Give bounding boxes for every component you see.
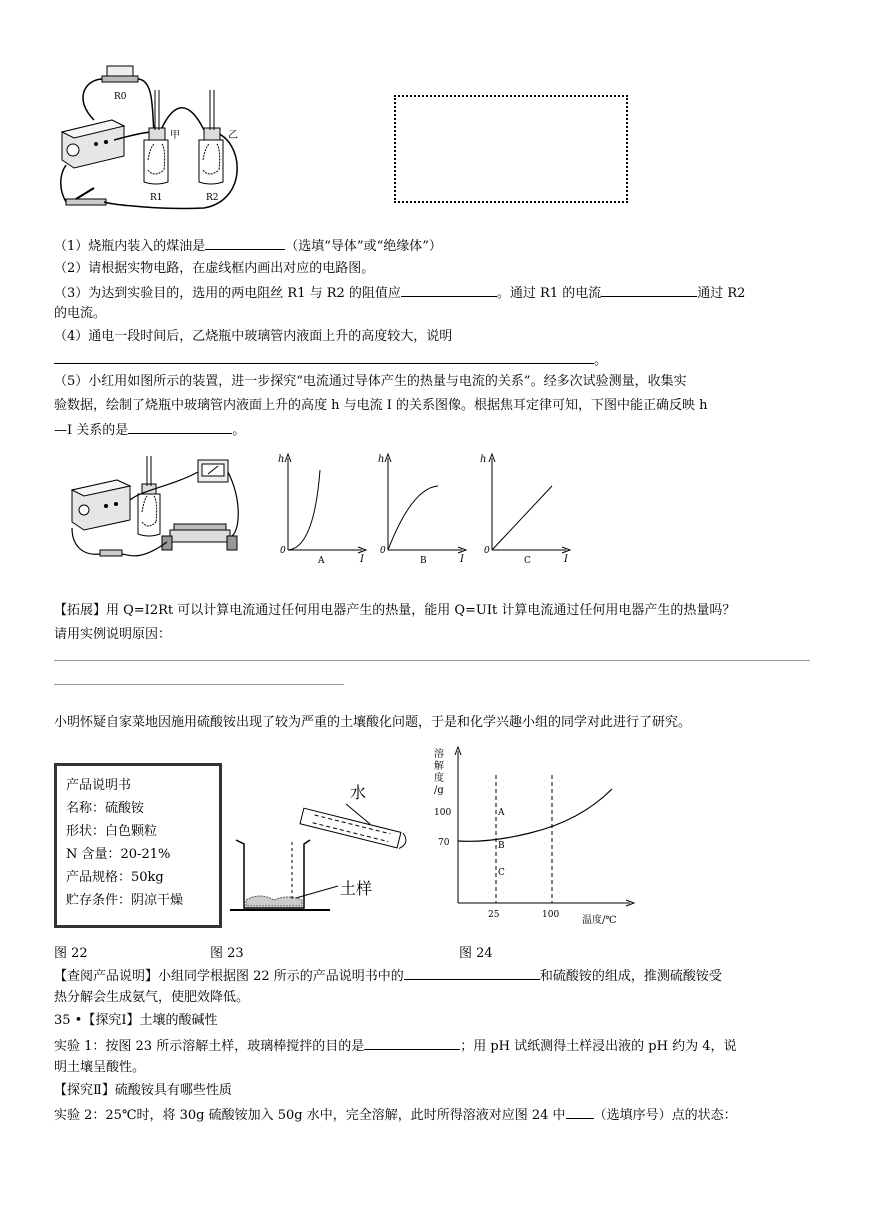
q5-answer-blank[interactable] — [128, 420, 232, 434]
card-spec: 产品规格：50kg — [66, 870, 164, 885]
graph-a-name: A — [318, 556, 325, 566]
card-storage: 贮存条件：阴凉干燥 — [66, 893, 184, 908]
r0-label: R0 — [114, 92, 127, 102]
water-label: 水 — [350, 783, 367, 802]
product-instruction-card — [54, 763, 222, 928]
extension-line2: 请用实例说明原因： — [54, 627, 172, 642]
question-1: （1）烧瓶内装入的煤油是 （选填“导体”或“绝缘体”） — [54, 236, 442, 256]
graph-a-y-label: h — [278, 454, 285, 465]
question-3-cont: 的电流。 — [54, 306, 107, 321]
q1-answer-blank[interactable] — [205, 236, 285, 250]
graph-a-x-label: I — [360, 554, 364, 565]
consult-line1: 【查阅产品说明】小组同学根据图 22 所示的产品说明书中的 和硫酸铵的组成，推测硫酸铵受 — [54, 966, 722, 986]
graph-a — [270, 450, 375, 566]
question-4-answer: 。 — [54, 350, 607, 370]
experiment-1-cont: 明土壤呈酸性。 — [54, 1060, 146, 1075]
caption-fig22: 图 22 — [54, 946, 88, 961]
caption-fig24: 图 24 — [459, 946, 493, 961]
graph-c-name: C — [524, 556, 531, 566]
question-3: （3）为达到实验目的，选用的两电阻丝 R1 与 R2 的阻值应 。通过 R1 的电流 通过 R2 — [54, 283, 745, 303]
y-label-char-4: /g — [434, 785, 444, 796]
explore-2: 【探究Ⅱ】硫酸铵具有哪些性质 — [54, 1083, 232, 1098]
dissolve-soil-figure — [230, 770, 420, 920]
y-tick-100: 100 — [434, 808, 452, 818]
r1-label: R1 — [150, 193, 163, 203]
y-label-char-1: 溶 — [434, 749, 444, 760]
extension-line1: 【拓展】用 Q=I2Rt 可以计算电流通过任何用电器产生的热量，能用 Q=UIt 计算电流通过任何用电器产生的热量吗？ — [54, 603, 736, 618]
q3-resistance-blank[interactable] — [401, 283, 497, 297]
graph-c-y-label: h — [480, 454, 487, 465]
x-tick-25: 25 — [488, 910, 500, 920]
card-title: 产品说明书 — [66, 778, 132, 793]
current-heat-apparatus-figure — [62, 450, 244, 566]
point-b: B — [498, 841, 505, 851]
graph-b-origin: 0 — [380, 546, 386, 556]
card-n-content: N 含量：20-21% — [66, 847, 171, 862]
consult-answer-blank[interactable] — [404, 966, 540, 980]
graph-c-origin: 0 — [484, 546, 490, 556]
x-tick-100: 100 — [542, 910, 560, 920]
graph-b-name: B — [420, 556, 427, 566]
chemistry-intro: 小明怀疑自家菜地因施用硫酸铵出现了较为严重的土壤酸化问题，于是和化学兴趣小组的同学对此进行了研究。 — [54, 715, 692, 730]
graph-b-x-label: I — [460, 554, 464, 565]
label-yi: 乙 — [228, 130, 238, 141]
graph-b-y-label: h — [378, 454, 385, 465]
card-form: 形状：白色颗粒 — [66, 824, 158, 839]
question-5-line1: （5）小红用如图所示的装置，进一步探究“电流通过导体产生的热量与电流的关系”。经多次试验测量，收集实 — [54, 374, 687, 389]
point-c: C — [498, 868, 505, 878]
q3-current-blank[interactable] — [601, 283, 697, 297]
graph-c-x-label: I — [564, 554, 568, 565]
question-4: （4）通电一段时间后，乙烧瓶中玻璃管内液面上升的高度较大，说明 — [54, 329, 453, 344]
graph-c — [474, 450, 579, 566]
x-axis-label: 温度/℃ — [582, 915, 617, 926]
experiment-2: 实验 2：25℃时，将 30g 硫酸铵加入 50g 水中，完全溶解，此时所得溶液对应图 24 中 （选填序号）点的状态： — [54, 1105, 737, 1125]
graph-b — [370, 450, 475, 566]
soil-label: 土样 — [340, 879, 373, 898]
label-jia: 甲 — [170, 130, 180, 141]
graph-a-origin: 0 — [280, 546, 286, 556]
y-label-char-2: 解 — [434, 761, 444, 772]
question-2: （2）请根据实物电路，在虚线框内画出对应的电路图。 — [54, 261, 375, 276]
question-35: 35 •【探究Ⅰ】土壤的酸碱性 — [54, 1013, 218, 1028]
exp2-answer-blank[interactable] — [566, 1105, 594, 1119]
solubility-chart — [430, 745, 640, 935]
card-name: 名称：硫酸铵 — [66, 801, 145, 816]
extension-answer-line-1[interactable] — [54, 660, 810, 661]
consult-line2: 热分解会生成氨气，使肥效降低。 — [54, 990, 250, 1005]
experiment-1: 实验 1：按图 23 所示溶解土样，玻璃棒搅拌的目的是 ；用 pH 试纸测得土样浸出液的 pH 约为 4，说 — [54, 1036, 736, 1056]
circuit-diagram-answer-box[interactable] — [394, 95, 628, 203]
point-a: A — [498, 808, 505, 818]
question-5-line2: 验数据，绘制了烧瓶中玻璃管内液面上升的高度 h 与电流 I 的关系图像。根据焦耳定律可知，下图中能正确反映 h — [54, 398, 708, 413]
circuit-apparatus-figure — [54, 60, 254, 210]
r2-label: R2 — [206, 193, 219, 203]
caption-fig23: 图 23 — [210, 946, 244, 961]
question-5-line3: —I 关系的是 。 — [54, 420, 245, 440]
y-label-char-3: 度 — [434, 773, 444, 784]
y-tick-70: 70 — [438, 838, 450, 848]
exp1-answer-blank[interactable] — [364, 1036, 460, 1050]
q4-answer-blank[interactable] — [54, 350, 594, 364]
extension-answer-line-2[interactable] — [54, 684, 344, 685]
